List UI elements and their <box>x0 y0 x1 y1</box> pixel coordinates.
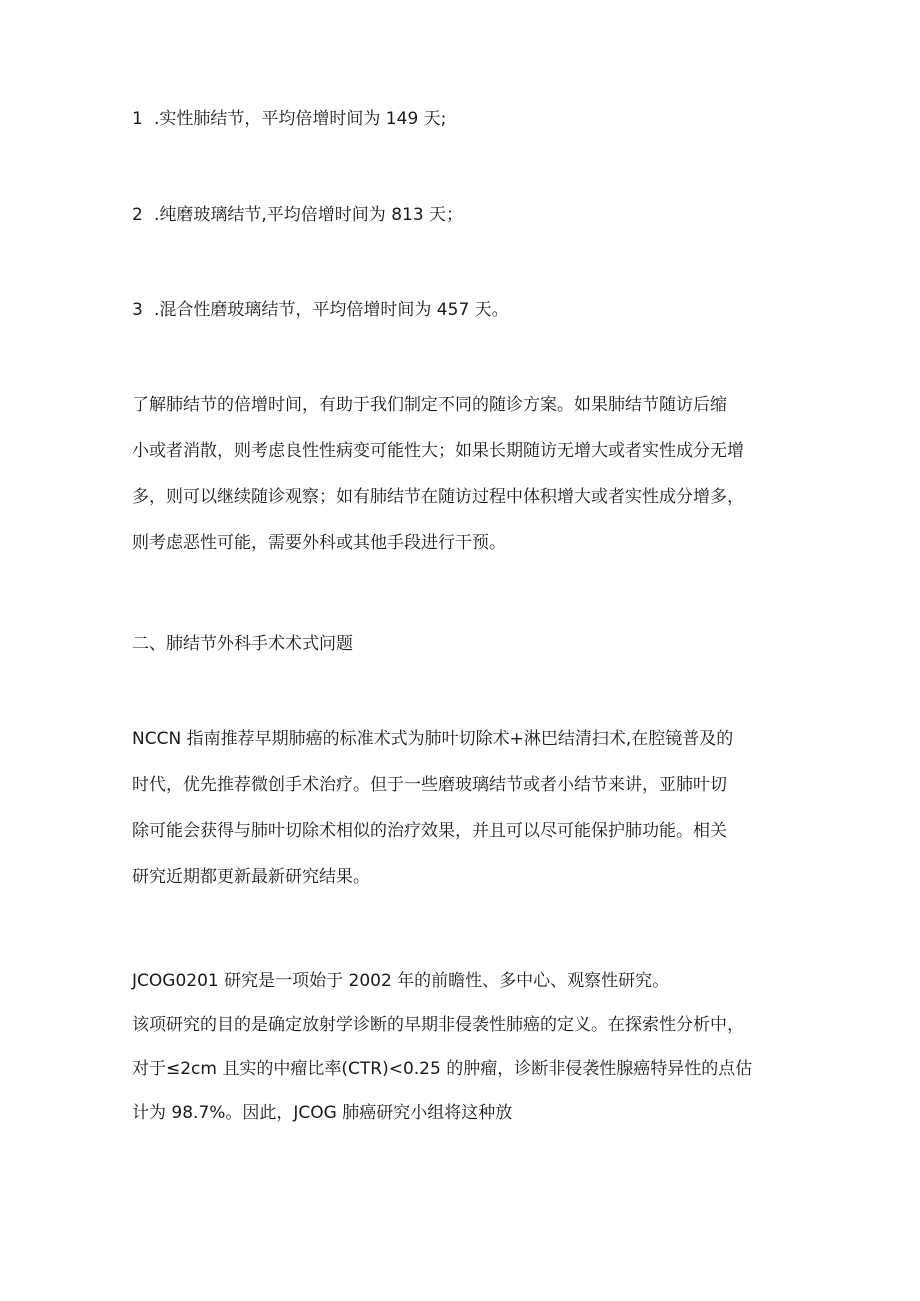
paragraph-line: 该项研究的目的是确定放射学诊断的早期非侵袭性肺癌的定义。在探索性分析中， <box>132 1015 744 1035</box>
paragraph-line: 多，则可以继续随诊观察；如有肺结节在随访过程中体积增大或者实性成分增多， <box>132 487 744 507</box>
paragraph-line: 对于≤2cm 且实的中瘤比率(CTR)<0.25 的肿瘤，诊断非侵袭性腺癌特异性的点估 <box>132 1059 753 1079</box>
list-text: .纯磨玻璃结节,平均倍增时间为 813 天； <box>154 205 464 225</box>
paragraph-jcog <box>132 969 802 1145</box>
paragraph-line: JCOG0201 研究是一项始于 2002 年的前瞻性、多中心、观察性研究。 <box>132 971 670 991</box>
paragraph-line: 则考虑恶性可能，需要外科或其他手段进行干预。 <box>132 533 506 553</box>
list-number: 3 <box>132 300 143 320</box>
paragraph-line: 小或者消散，则考虑良性性病变可能性大；如果长期随访无增大或者实性成分无增 <box>132 441 744 461</box>
list-text: .混合性磨玻璃结节，平均倍增时间为 457 天。 <box>154 300 509 320</box>
list-number: 1 <box>132 109 143 129</box>
paragraph-line: 除可能会获得与肺叶切除术相似的治疗效果，并且可以尽可能保护肺功能。相关 <box>132 821 727 841</box>
paragraph-nccn <box>132 727 802 889</box>
list-text: .实性肺结节，平均倍增时间为 149 天; <box>154 109 447 129</box>
paragraph-line: 了解肺结节的倍增时间，有助于我们制定不同的随诊方案。如果肺结节随访后缩 <box>132 395 727 415</box>
list-item-1 <box>132 107 446 131</box>
paragraph-line: 计为 98.7%。因此，JCOG 肺癌研究小组将这种放 <box>132 1103 513 1123</box>
list-item-2 <box>132 203 463 227</box>
paragraph-line: NCCN 指南推荐早期肺癌的标准术式为肺叶切除术+淋巴结清扫术,在腔镜普及的 <box>132 729 734 749</box>
paragraph-line: 研究近期都更新最新研究结果。 <box>132 867 370 887</box>
section-heading: 二、肺结节外科手术术式问题 <box>132 634 353 654</box>
list-number: 2 <box>132 205 143 225</box>
paragraph-line: 时代，优先推荐微创手术治疗。但于一些磨玻璃结节或者小结节来讲，亚肺叶切 <box>132 775 727 795</box>
list-item-3 <box>132 298 509 322</box>
paragraph-doubling-time <box>132 393 802 555</box>
